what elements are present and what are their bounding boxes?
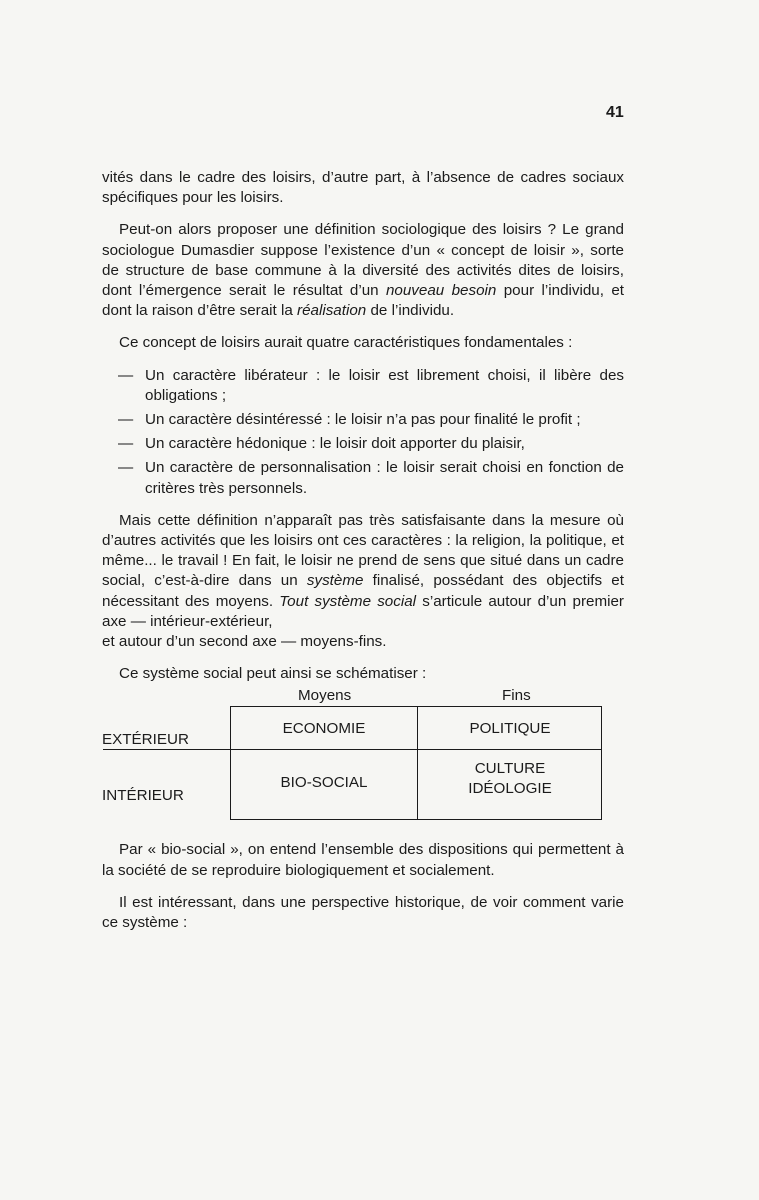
paragraph-3: Ce concept de loisirs aurait quatre caractéristiques fondamentales : bbox=[119, 334, 573, 352]
column-label-fins: Fins bbox=[502, 687, 531, 705]
cell-culture-ideologie bbox=[417, 759, 603, 799]
dash-bullet: — bbox=[118, 435, 134, 453]
body-text bbox=[102, 168, 624, 945]
paragraph-2: Peut-on alors proposer une définition sociologique des loisirs ? Le grand sociologue Dumasdier suppose l’existence d’un « concept de loisir », sorte de structure de base commune à la diversité des activités dites de loisirs, dont l’émergence serait le résultat d’un nouveau besoin pour l’individu, et dont la raison d’être serait la réalisation de l’individu. bbox=[102, 221, 625, 320]
cell-politique: POLITIQUE bbox=[469, 720, 551, 738]
paragraph-7: Il est intéressant, dans une perspective historique, de voir comment varie ce système : bbox=[102, 893, 624, 932]
dash-bullet: — bbox=[118, 366, 134, 384]
row-label-exterieur: EXTÉRIEUR bbox=[102, 731, 189, 749]
cell-culture: CULTURE bbox=[474, 760, 546, 778]
paragraph-1: vités dans le cadre des loisirs, d’autre part, à l’absence de cadres sociaux spécifiques pour les loisirs. bbox=[102, 169, 624, 207]
social-system-diagram bbox=[102, 686, 624, 828]
list-item: — Un caractère hédonique : le loisir doit apporter du plaisir, bbox=[102, 434, 624, 454]
cell-economie: ECONOMIE bbox=[282, 720, 366, 738]
cell-ideologie: IDÉOLOGIE bbox=[468, 780, 552, 798]
paragraph-4: Mais cette définition n’apparaît pas très satisfaisante dans la mesure où d’autres activités que les loisirs ont ces caractères : la religion, la politique, et même... le travail ! En fait, le loisir ne prend de sens que situé dans un cadre social, c’est-à-dire dans un système finalisé, possédant des objectifs et nécessitant des moyens. Tout système social s’articule autour d’un premier axe — intérieur-extérieur, bbox=[102, 511, 624, 630]
list-item: — Un caractère libérateur : le loisir est librement choisi, il libère des obligations ; bbox=[118, 366, 624, 404]
cell-bio-social: BIO-SOCIAL bbox=[280, 774, 368, 792]
list-item: — Un caractère désintéressé : le loisir n’a pas pour finalité le profit ; bbox=[102, 410, 624, 430]
column-label-moyens: Moyens bbox=[298, 687, 352, 705]
paragraph-5: Ce système social peut ainsi se schématiser : bbox=[119, 665, 427, 683]
page-number: 41 bbox=[606, 104, 624, 121]
paragraph-6: Par « bio-social », on entend l’ensemble des dispositions qui permettent à la société de se reproduire biologiquement et socialement. bbox=[102, 841, 624, 879]
dash-bullet: — bbox=[118, 459, 134, 477]
dash-bullet: — bbox=[118, 411, 134, 429]
feature-list bbox=[102, 366, 624, 499]
paragraph-4b: et autour d’un second axe — moyens-fins. bbox=[102, 633, 387, 651]
list-item: — Un caractère de personnalisation : le loisir serait choisi en fonction de critères très personnels. bbox=[118, 459, 624, 497]
diagram-grid bbox=[230, 706, 602, 820]
grid-divider-horizontal bbox=[103, 749, 601, 750]
row-label-interieur: INTÉRIEUR bbox=[102, 787, 184, 805]
